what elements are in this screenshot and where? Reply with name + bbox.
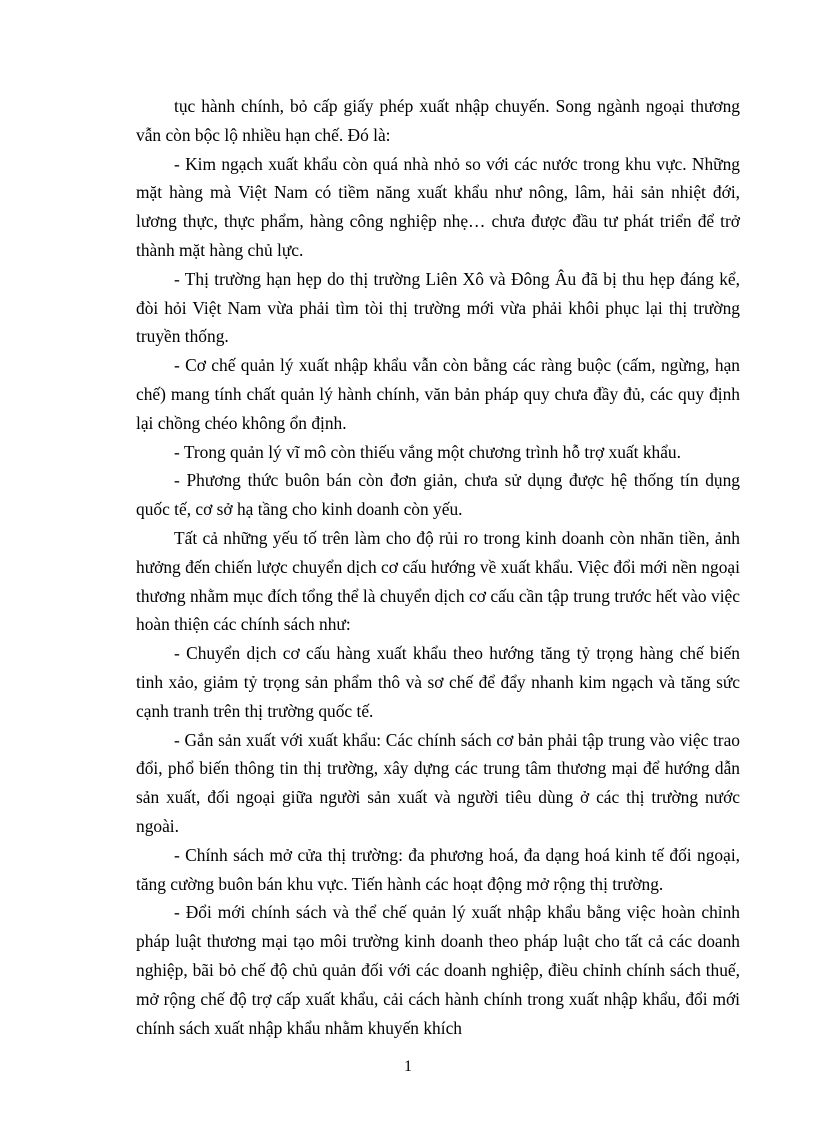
- paragraph-5: - Trong quản lý vĩ mô còn thiếu vắng một chương trình hỗ trợ xuất khẩu.: [174, 441, 681, 462]
- paragraph-6: - Phương thức buôn bán còn đơn giản, chưa sử dụng được hệ thống tín dụng quốc tế, cơ sở hạ tầng cho kinh doanh còn yếu.: [136, 470, 740, 520]
- paragraph-4: - Cơ chế quản lý xuất nhập khẩu vẫn còn bằng các ràng buộc (cấm, ngừng, hạn chế) mang tính chất quản lý hành chính, văn bản pháp quy chưa đầy đủ, các quy định lại chồng chéo không ổn định.: [136, 355, 740, 433]
- page-number: 1: [404, 1058, 412, 1075]
- paragraph-9: - Gắn sản xuất với xuất khẩu: Các chính sách cơ bản phải tập trung vào việc trao đổi, phổ biến thông tin thị trường, xây dựng các trung tâm thương mại để hướng dẫn sản xuất, đối ngoại giữa người sản xuất và người tiêu dùng ở các thị trường nước ngoài.: [136, 729, 740, 836]
- paragraph-2: - Kim ngạch xuất khẩu còn quá nhà nhỏ so với các nước trong khu vực. Những mặt hàng mà Việt Nam có tiềm năng xuất khẩu như nông, lâm, hải sản nhiệt đới, lương thực, thực phẩm, hàng công nghiệp nhẹ… chưa được đầu tư phát triển để trở thành mặt hàng chủ lực.: [136, 153, 740, 260]
- paragraph-7: Tất cả những yếu tố trên làm cho độ rủi ro trong kinh doanh còn nhãn tiền, ảnh hưởng đến chiến lược chuyển dịch cơ cấu hướng về xuất khẩu. Việc đổi mới nền ngoại thương nhằm mục đích tổng thể là chuyển dịch cơ cấu cần tập trung trước hết vào việc hoàn thiện các chính sách như:: [136, 527, 740, 635]
- paragraph-3: - Thị trường hạn hẹp do thị trường Liên Xô và Đông Âu đã bị thu hẹp đáng kể, đòi hỏi Việt Nam vừa phải tìm tòi thị trường mới vừa phải khôi phục lại thị trường truyền thống.: [136, 268, 740, 347]
- paragraph-1: tục hành chính, bỏ cấp giấy phép xuất nhập chuyến. Song ngành ngoại thương vẫn còn bộc lộ nhiều hạn chế. Đó là:: [136, 96, 740, 145]
- paragraph-10: - Chính sách mở cửa thị trường: đa phương hoá, đa dạng hoá kinh tế đối ngoại, tăng cường buôn bán khu vực. Tiến hành các hoạt động mở rộng thị trường.: [136, 844, 740, 894]
- paragraph-11: - Đổi mới chính sách và thể chế quản lý xuất nhập khẩu bằng việc hoàn chỉnh pháp luật thương mại tạo môi trường kinh doanh theo pháp luật cho tất cả các doanh nghiệp, bãi bỏ chế độ chủ quản đối với các doanh nghiệp, điều chỉnh chính sách thuế, mở rộng chế độ trợ cấp xuất khẩu, cải cách hành chính trong xuất nhập khẩu, đổi mới chính sách xuất nhập khẩu nhằm khuyến khích: [136, 902, 740, 1038]
- paragraph-8: - Chuyển dịch cơ cấu hàng xuất khẩu theo hướng tăng tỷ trọng hàng chế biến tinh xảo, giảm tỷ trọng sản phẩm thô và sơ chế để đẩy nhanh kim ngạch và tăng sức cạnh tranh trên thị trường quốc tế.: [136, 643, 740, 721]
- body-text: [136, 92, 740, 1042]
